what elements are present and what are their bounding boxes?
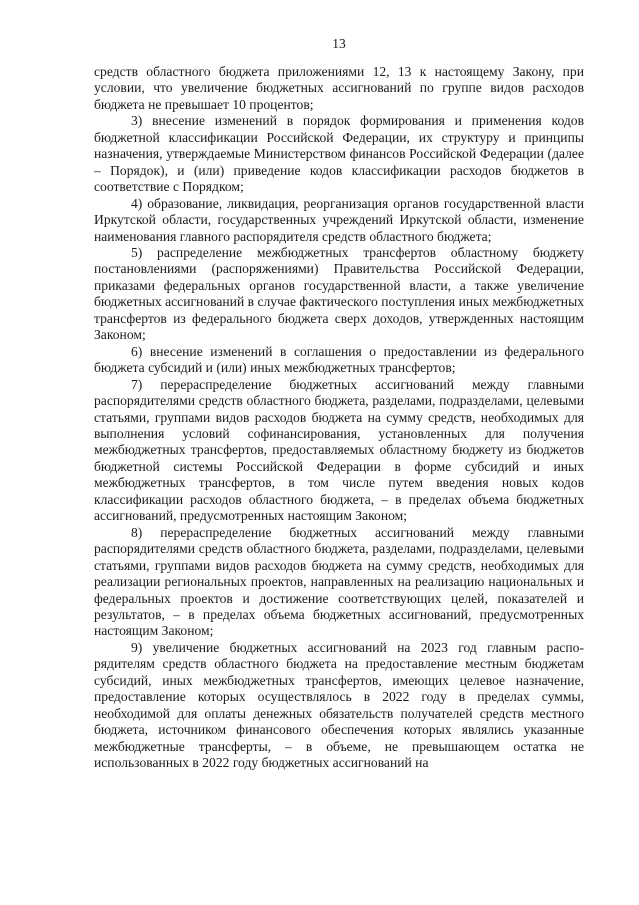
paragraph-item-7: 7) перераспределение бюджетных ассигнований между главными распорядителями средств областного бюджета, разделами, подразделами, целевыми статьями, группами видов расходов бюджета на сумму средств, необходимых для выполнения условий софинансирования, установленных для получения межбюджетных трансфертов, предоставляемых областному бюджету из бюджетов бюджетной системы Российской Федерации в форме субсидий и иных межбюджетных трансфертов, в том числе путем введения новых кодов классификации расходов областного бюджета, – в пределах объема бюджетных ассигнований, предусмотренных настоящим Законом; bbox=[94, 376, 584, 524]
document-body bbox=[94, 64, 584, 771]
page-number: 13 bbox=[332, 36, 346, 51]
paragraph-item-9: 9) увеличение бюджетных ассигнований на 2023 год главным распорядителям средств областного бюджета на предоставление местным бюджетам субсидий, иных межбюджетных трансфертов, имеющих целевое назначение, предоставление которых осуществлялось в 2022 году в пределах суммы, необходимой для оплаты денежных обязательств получателей средств местного бюджета, источником финансового обеспечения которых являлись указанные межбюджетные трансферты, – в объеме, не превышающем остатка не использованных в 2022 году бюджетных ассигнований на bbox=[94, 639, 584, 771]
paragraph-item-8: 8) перераспределение бюджетных ассигнований между главными распорядителями средств областного бюджета, разделами, подразделами, целевыми статьями, группами видов расходов бюджета на сумму средств, необходимых для реализации региональных проектов, направленных на реализацию национальных и федеральных проектов и достижение соответствующих целей, показателей и результатов, – в пределах объема бюджетных ассигнований, предусмотренных настоящим Законом; bbox=[94, 524, 584, 639]
paragraph-item-6: 6) внесение изменений в соглашения о предоставлении из федерального бюджета субсидий и (или) иных межбюджетных трансфертов; bbox=[94, 343, 584, 376]
paragraph-1: средств областного бюджета приложениями 12, 13 к настоящему Закону, при условии, что увеличение бюджетных ассигнований по группе видов расходов бюджета не превышает 10 процентов; bbox=[94, 64, 584, 112]
paragraph-item-4: 4) образование, ликвидация, реорганизация органов государственной власти Иркутской области, государственных учреждений Иркутской области, изменение наименования главного распорядителя средств областного бюджета; bbox=[94, 195, 584, 244]
paragraph-item-3: 3) внесение изменений в порядок формирования и применения кодов бюджетной классификации Российской Федерации, их структуру и принципы назначения, утверждаемые Министерством финансов Российской Федерации (далее – Порядок), и (или) приведение кодов классификации расходов бюджетов в соответствие с Порядком; bbox=[94, 113, 584, 195]
paragraph-item-5: 5) распределение межбюджетных трансфертов областному бюджету постановлениями (распоряжениями) Правительства Российской Федерации, приказами федеральных органов государственной власти, а также увеличение бюджетных ассигнований в случае фактического поступления иных межбюджетных трансфертов из федерального бюджета сверх доходов, утвержденных настоящим Законом; bbox=[94, 244, 584, 343]
